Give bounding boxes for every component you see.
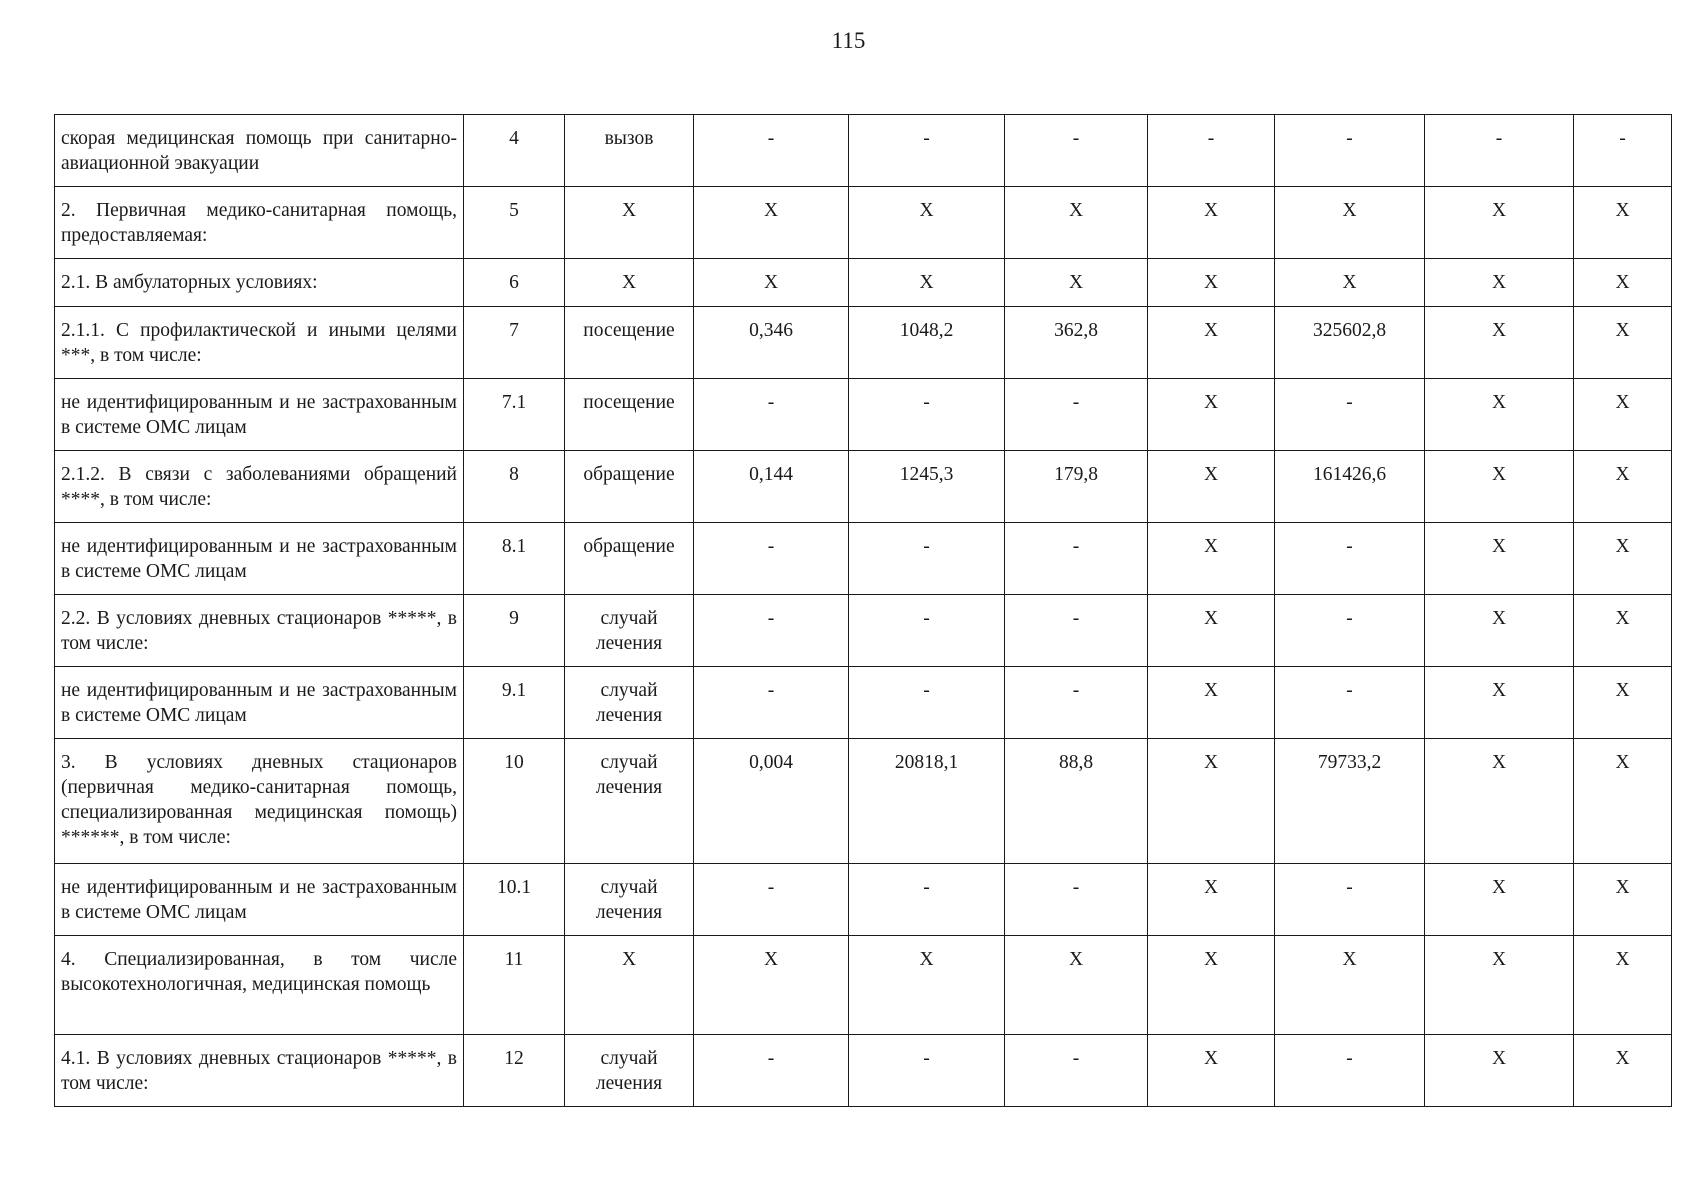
value-cell: X [694,259,849,307]
table-row [55,864,1672,936]
value-cell: X [1425,1035,1574,1107]
value-cell: - [1275,115,1425,187]
table-row [55,739,1672,864]
row-description: не идентифицированным и не застрахованным в системе ОМС лицам [55,864,464,936]
value-cell: X [1148,595,1275,667]
value-cell: X [1425,595,1574,667]
value-cell: 1048,2 [849,307,1005,379]
row-number: 12 [464,1035,565,1107]
value-cell: 179,8 [1005,451,1148,523]
value-cell: X [1574,936,1672,1035]
row-description: 2.1.1. С профилактической и иными целями ***, в том числе: [55,307,464,379]
value-cell: X [1148,936,1275,1035]
value-cell: - [849,864,1005,936]
value-cell: X [1425,379,1574,451]
row-number: 8 [464,451,565,523]
value-cell: X [1275,187,1425,259]
value-cell: X [1275,259,1425,307]
value-cell: - [849,595,1005,667]
row-description: 3. В условиях дневных стационаров (первичная медико-санитарная помощь, специализированная медицинская помощь) ******, в том числе: [55,739,464,864]
value-cell: X [1425,739,1574,864]
unit-cell: X [565,259,694,307]
value-cell: X [1574,187,1672,259]
value-cell: - [849,667,1005,739]
table-row [55,115,1672,187]
row-number: 10 [464,739,565,864]
value-cell: X [694,187,849,259]
value-cell: - [1275,667,1425,739]
value-cell: 161426,6 [1275,451,1425,523]
value-cell: - [1005,115,1148,187]
value-cell: 1245,3 [849,451,1005,523]
row-description: не идентифицированным и не застрахованным в системе ОМС лицам [55,523,464,595]
table-row [55,307,1672,379]
value-cell: X [1148,864,1275,936]
row-description: 2.1. В амбулаторных условиях: [55,259,464,307]
row-description: 2.2. В условиях дневных стационаров *****, в том числе: [55,595,464,667]
unit-cell: X [565,936,694,1035]
value-cell: X [1148,667,1275,739]
value-cell: - [1148,115,1275,187]
unit-cell: случай лечения [565,667,694,739]
value-cell: X [1148,523,1275,595]
unit-cell: посещение [565,307,694,379]
unit-cell: случай лечения [565,1035,694,1107]
value-cell: - [694,595,849,667]
value-cell: - [1005,864,1148,936]
value-cell: X [1148,259,1275,307]
value-cell: X [1425,864,1574,936]
row-number: 4 [464,115,565,187]
value-cell: - [849,523,1005,595]
table-row [55,936,1672,1035]
value-cell: X [1574,379,1672,451]
data-table [54,114,1672,1107]
row-description: не идентифицированным и не застрахованным в системе ОМС лицам [55,667,464,739]
value-cell: X [694,936,849,1035]
row-number: 8.1 [464,523,565,595]
value-cell: - [1005,1035,1148,1107]
table-row [55,379,1672,451]
row-description: 4.1. В условиях дневных стационаров *****, в том числе: [55,1035,464,1107]
value-cell: X [1148,451,1275,523]
row-number: 9 [464,595,565,667]
unit-cell: случай лечения [565,595,694,667]
value-cell: X [849,187,1005,259]
row-number: 6 [464,259,565,307]
row-description: 4. Специализированная, в том числе высокотехнологичная, медицинская помощь [55,936,464,1035]
value-cell: - [694,667,849,739]
value-cell: 362,8 [1005,307,1148,379]
value-cell: - [1275,1035,1425,1107]
value-cell: - [1425,115,1574,187]
value-cell: X [1425,936,1574,1035]
row-description: 2. Первичная медико-санитарная помощь, предоставляемая: [55,187,464,259]
value-cell: - [1005,667,1148,739]
value-cell: X [1425,187,1574,259]
value-cell: - [849,379,1005,451]
value-cell: - [694,1035,849,1107]
value-cell: - [694,523,849,595]
value-cell: X [1425,523,1574,595]
value-cell: 325602,8 [1275,307,1425,379]
value-cell: X [1425,667,1574,739]
table-row [55,1035,1672,1107]
value-cell: X [1148,739,1275,864]
value-cell: 20818,1 [849,739,1005,864]
row-number: 5 [464,187,565,259]
row-number: 7 [464,307,565,379]
unit-cell: случай лечения [565,739,694,864]
value-cell: 0,346 [694,307,849,379]
value-cell: X [1425,307,1574,379]
unit-cell: посещение [565,379,694,451]
row-number: 11 [464,936,565,1035]
value-cell: X [1148,379,1275,451]
table-row [55,523,1672,595]
value-cell: X [1574,523,1672,595]
row-description: не идентифицированным и не застрахованным в системе ОМС лицам [55,379,464,451]
value-cell: X [1574,1035,1672,1107]
value-cell: X [1005,936,1148,1035]
unit-cell: обращение [565,523,694,595]
table-row [55,595,1672,667]
page-number: 115 [831,28,866,53]
unit-cell: X [565,187,694,259]
value-cell: - [1275,595,1425,667]
value-cell: - [1005,595,1148,667]
value-cell: - [849,1035,1005,1107]
value-cell: - [694,379,849,451]
value-cell: X [1148,307,1275,379]
value-cell: X [1148,1035,1275,1107]
row-number: 9.1 [464,667,565,739]
value-cell: X [1425,451,1574,523]
value-cell: X [1574,864,1672,936]
value-cell: 79733,2 [1275,739,1425,864]
table-row [55,259,1672,307]
value-cell: X [1574,451,1672,523]
row-description: 2.1.2. В связи с заболеваниями обращений ****, в том числе: [55,451,464,523]
value-cell: X [849,259,1005,307]
value-cell: X [1425,259,1574,307]
value-cell: X [849,936,1005,1035]
value-cell: X [1148,187,1275,259]
value-cell: - [694,864,849,936]
value-cell: X [1574,739,1672,864]
value-cell: X [1005,259,1148,307]
value-cell: - [1574,115,1672,187]
value-cell: - [1275,523,1425,595]
value-cell: X [1574,595,1672,667]
value-cell: X [1275,936,1425,1035]
value-cell: - [1275,864,1425,936]
value-cell: - [694,115,849,187]
unit-cell: обращение [565,451,694,523]
table-row [55,451,1672,523]
value-cell: - [1005,523,1148,595]
value-cell: X [1574,667,1672,739]
unit-cell: вызов [565,115,694,187]
table-row [55,187,1672,259]
value-cell: 0,144 [694,451,849,523]
value-cell: X [1574,259,1672,307]
value-cell: - [1275,379,1425,451]
value-cell: X [1574,307,1672,379]
value-cell: - [1005,379,1148,451]
value-cell: 88,8 [1005,739,1148,864]
row-number: 10.1 [464,864,565,936]
table-row [55,667,1672,739]
value-cell: 0,004 [694,739,849,864]
value-cell: - [849,115,1005,187]
unit-cell: случай лечения [565,864,694,936]
row-description: скорая медицинская помощь при санитарно-авиационной эвакуации [55,115,464,187]
row-number: 7.1 [464,379,565,451]
value-cell: X [1005,187,1148,259]
